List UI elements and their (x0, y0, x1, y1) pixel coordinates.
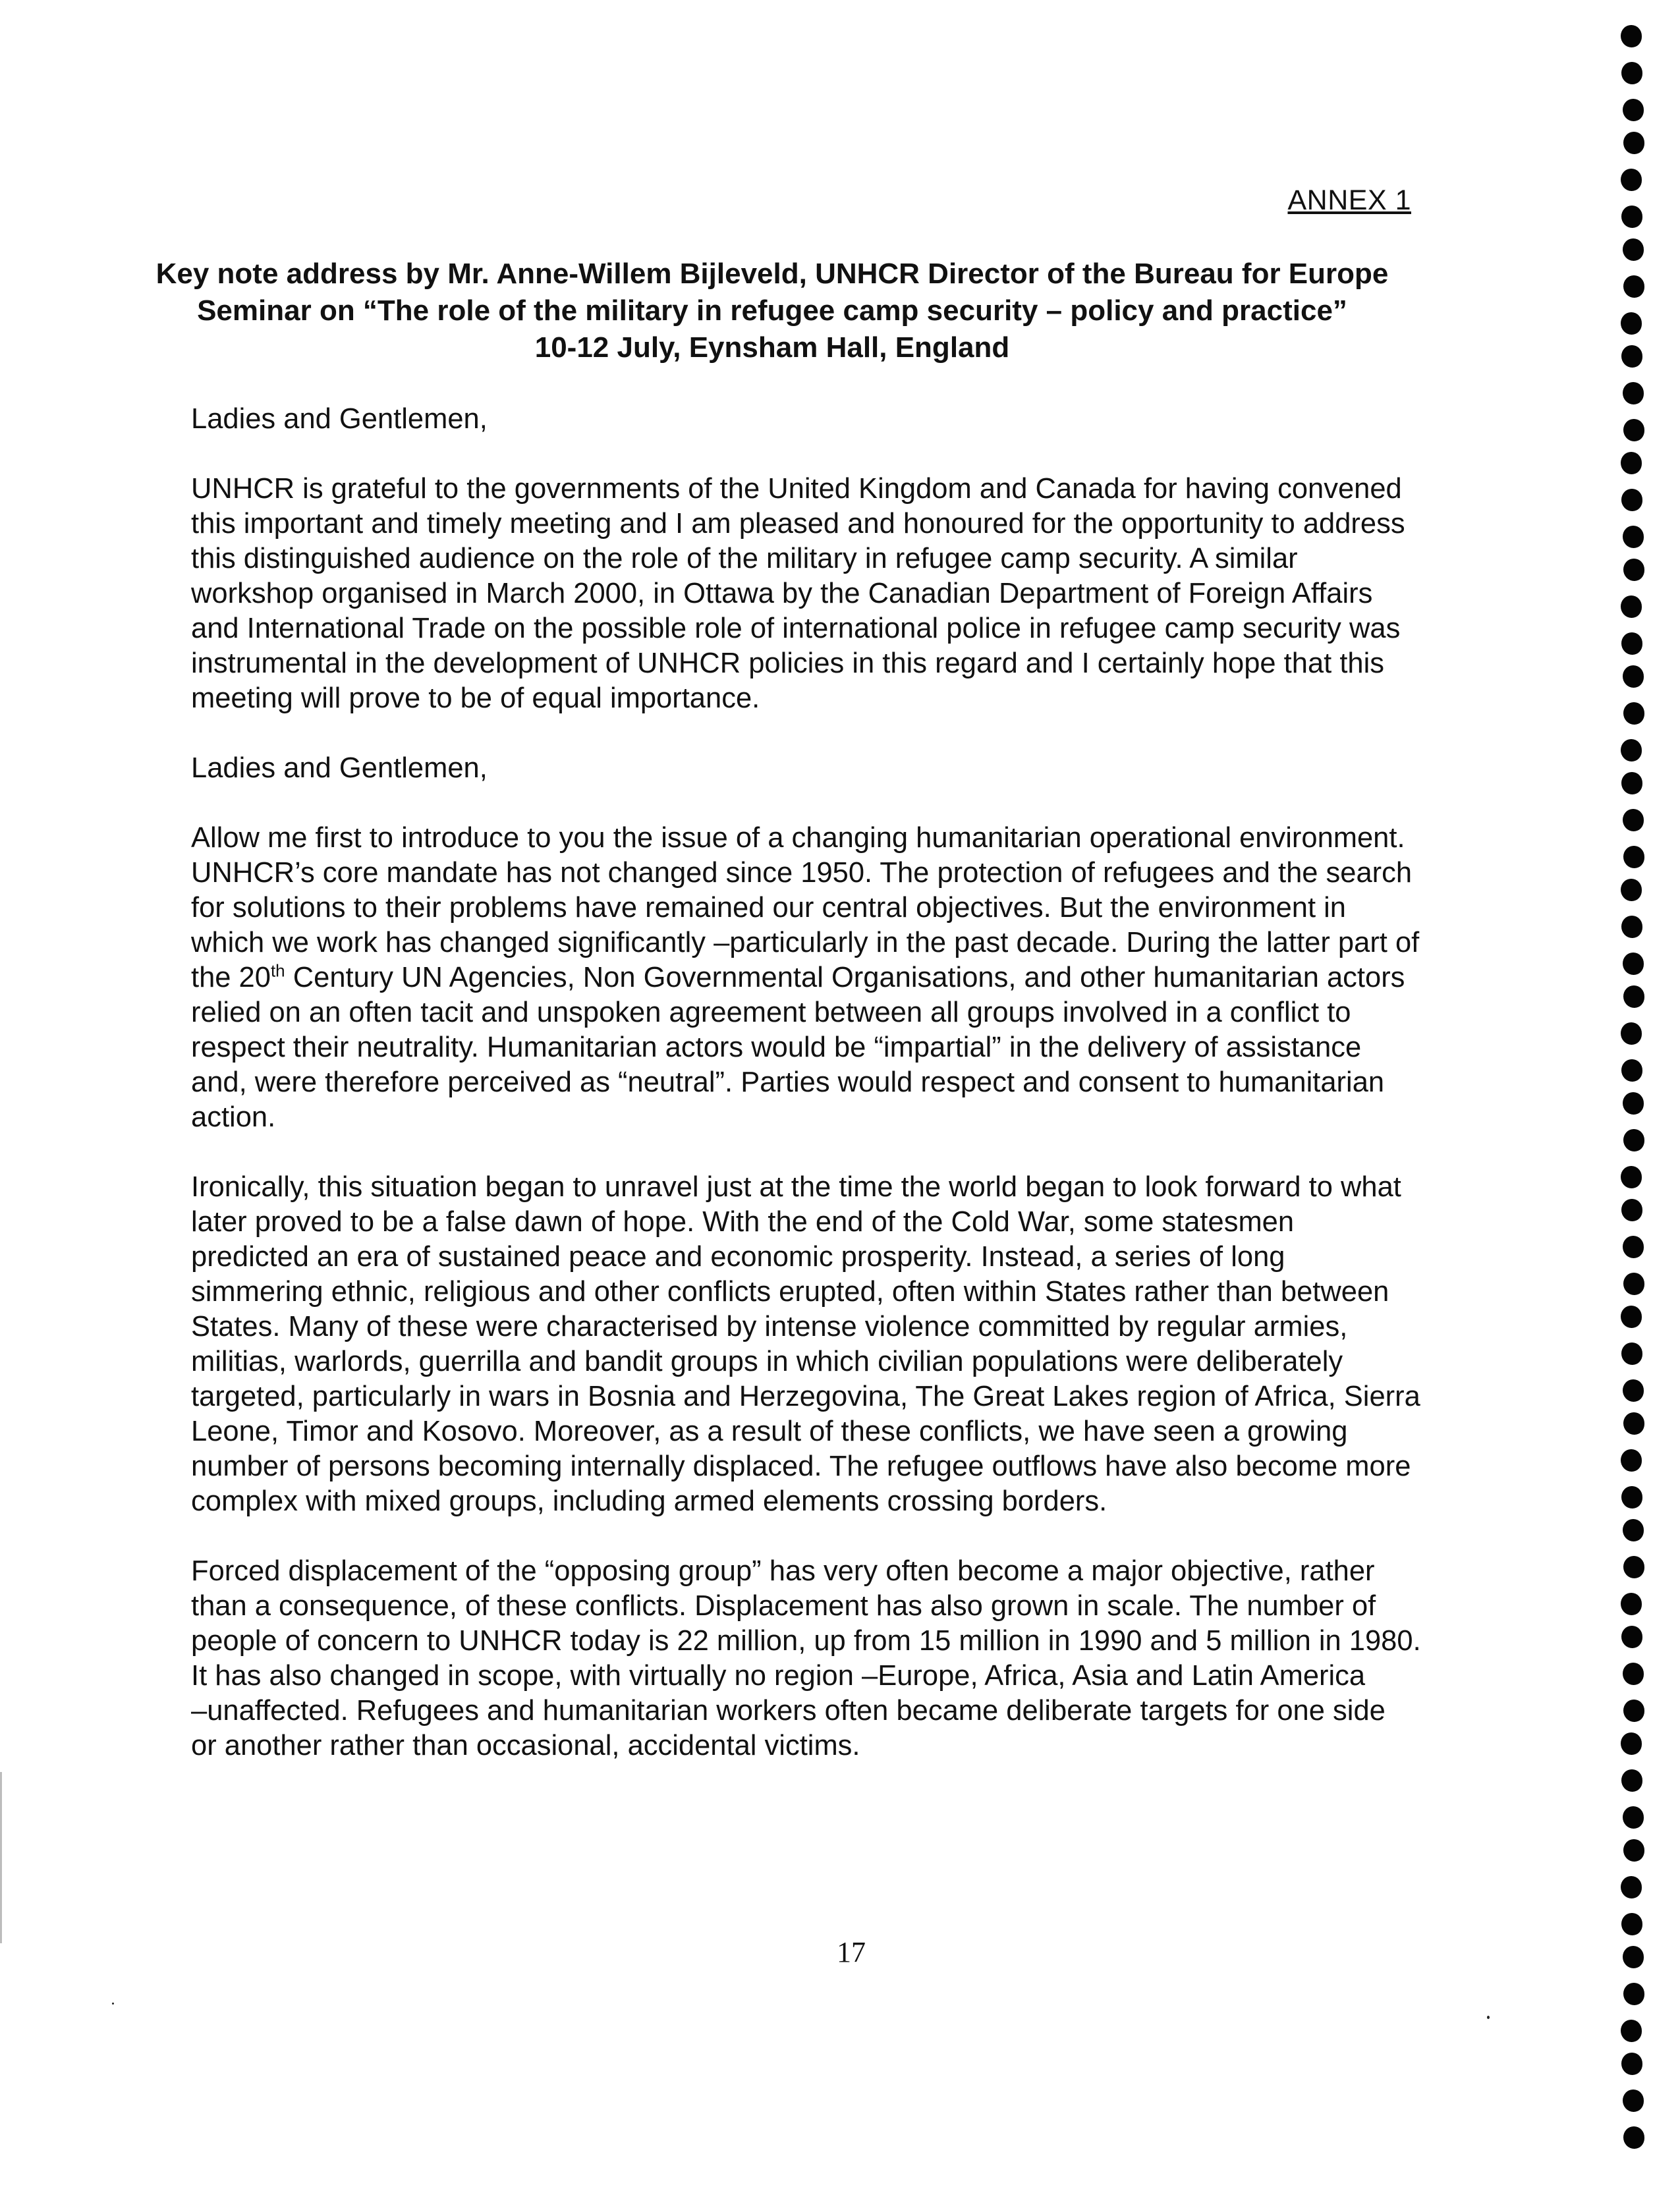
binding-hole (1621, 452, 1642, 474)
binding-hole (1623, 702, 1644, 725)
binding-hole (1623, 132, 1644, 154)
binding-hole (1623, 382, 1644, 404)
annex-label: ANNEX 1 (1287, 184, 1411, 216)
binding-hole (1623, 1700, 1644, 1722)
scan-speck (112, 2003, 114, 2005)
text-line: this distinguished audience on the role of the military in refugee camp security. A similar (191, 543, 1298, 574)
binding-hole (1621, 1199, 1642, 1221)
binding-hole (1623, 1839, 1644, 1862)
binding-hole (1623, 419, 1644, 441)
salutation: Ladies and Gentlemen, (191, 403, 488, 435)
binding-hole (1621, 1913, 1642, 1935)
superscript: th (270, 960, 285, 981)
binding-hole (1621, 1343, 1642, 1365)
paragraph (191, 1554, 1502, 1763)
text-line: action. (191, 1101, 276, 1133)
binding-hole (1623, 526, 1644, 548)
binding-hole (1621, 1732, 1642, 1755)
binding-hole (1621, 1486, 1642, 1509)
binding-hole (1623, 809, 1644, 831)
text-line: Ironically, this situation began to unravel just at the time the world began to look forward to what (191, 1171, 1401, 1203)
heading-line-seminar: Seminar on “The role of the military in refugee camp security – policy and practice” (197, 294, 1347, 327)
salutation: Ladies and Gentlemen, (191, 752, 488, 784)
paragraph (191, 472, 1502, 716)
text-line: and International Trade on the possible role of international police in refugee camp security was (191, 613, 1401, 644)
text-line: UNHCR’s core mandate has not changed since 1950. The protection of refugees and the search (191, 857, 1413, 889)
text-line: later proved to be a false dawn of hope. With the end of the Cold War, some statesmen (191, 1206, 1295, 1238)
binding-hole (1621, 916, 1642, 938)
binding-hole (1623, 1092, 1644, 1115)
binding-hole (1623, 2090, 1644, 2112)
binding-hole (1623, 1556, 1644, 1578)
binding-hole (1623, 1519, 1644, 1541)
text-line: Forced displacement of the “opposing group” has very often become a major objective, rather (191, 1555, 1375, 1587)
binding-hole (1621, 595, 1642, 618)
binding-hole (1621, 1306, 1642, 1328)
text-line: States. Many of these were characterised by intense violence committed by regular armies, (191, 1311, 1348, 1343)
document-body (191, 402, 1502, 1798)
document-heading (152, 256, 1393, 366)
page-number: 17 (837, 1936, 866, 1968)
text-line: complex with mixed groups, including armed elements crossing borders. (191, 1485, 1107, 1517)
scan-speck (1487, 2016, 1490, 2019)
text-segment: the 20 (191, 962, 271, 993)
text-line: instrumental in the development of UNHCR policies in this regard and I certainly hope that this (191, 648, 1385, 679)
binding-hole (1623, 1663, 1644, 1685)
paragraph (191, 821, 1502, 1135)
binding-hole (1623, 665, 1644, 688)
binding-hole (1621, 169, 1642, 191)
text-line (191, 962, 1405, 993)
binding-hole (1621, 772, 1642, 794)
binding-hole (1621, 1059, 1642, 1082)
binding-hole (1623, 275, 1644, 298)
binding-hole (1623, 985, 1644, 1008)
heading-line-title: Key note address by Mr. Anne-Willem Bijleveld, UNHCR Director of the Bureau for Europe (155, 258, 1389, 290)
binding-hole (1621, 345, 1642, 368)
binding-hole (1621, 1876, 1642, 1898)
binding-hole (1623, 238, 1644, 261)
binding-hole (1621, 1449, 1642, 1472)
binding-hole (1621, 312, 1642, 335)
binding-hole (1623, 1412, 1644, 1435)
binding-hole (1621, 206, 1642, 228)
scan-margin-line (0, 1772, 2, 1943)
binding-hole (1621, 1166, 1642, 1188)
binding-hole (1623, 953, 1644, 975)
binding-hole (1621, 632, 1642, 655)
binding-hole (1621, 1593, 1642, 1615)
text-line: relied on an often tacit and unspoken agreement between all groups involved in a conflict to (191, 997, 1351, 1028)
binding-hole (1623, 846, 1644, 868)
text-line: meeting will prove to be of equal importance. (191, 682, 760, 714)
binding-hole (1621, 489, 1642, 511)
text-line: Leone, Timor and Kosovo. Moreover, as a result of these conflicts, we have seen a growing (191, 1416, 1348, 1447)
text-line: than a consequence, of these conflicts. Displacement has also grown in scale. The number of (191, 1590, 1376, 1622)
binding-hole (1621, 879, 1642, 901)
text-line: –unaffected. Refugees and humanitarian workers often became deliberate targets for one side (191, 1695, 1386, 1727)
text-segment: Century UN Agencies, Non Governmental Organisations, and other humanitarian actors (285, 962, 1405, 993)
binding-hole (1621, 2020, 1642, 2042)
binding-holes-strip (1618, 26, 1647, 2187)
text-line: targeted, particularly in wars in Bosnia and Herzegovina, The Great Lakes region of Africa, Sierra (191, 1381, 1420, 1412)
binding-hole (1623, 1379, 1644, 1402)
text-line: UNHCR is grateful to the governments of the United Kingdom and Canada for having convened (191, 473, 1402, 505)
binding-hole (1623, 1236, 1644, 1258)
text-line: number of persons becoming internally displaced. The refugee outflows have also become more (191, 1451, 1411, 1482)
text-line: It has also changed in scope, with virtually no region –Europe, Africa, Asia and Latin America (191, 1660, 1366, 1692)
text-line: this important and timely meeting and I am pleased and honoured for the opportunity to address (191, 508, 1405, 540)
text-line: people of concern to UNHCR today is 22 million, up from 15 million in 1990 and 5 million in 1980. (191, 1625, 1421, 1657)
text-line: and, were therefore perceived as “neutral”. Parties would respect and consent to humanitarian (191, 1066, 1385, 1098)
text-line: workshop organised in March 2000, in Ottawa by the Canadian Department of Foreign Affairs (191, 578, 1373, 609)
binding-hole (1623, 2126, 1644, 2149)
binding-hole (1623, 559, 1644, 581)
binding-hole (1621, 1769, 1642, 1792)
binding-hole (1623, 99, 1644, 121)
binding-hole (1621, 1022, 1642, 1045)
binding-hole (1623, 1129, 1644, 1151)
text-line: militias, warlords, guerrilla and bandit groups in which civilian populations were deliberately (191, 1346, 1343, 1377)
text-line: respect their neutrality. Humanitarian actors would be “impartial” in the delivery of assistance (191, 1032, 1362, 1063)
text-line: simmering ethnic, religious and other conflicts erupted, often within States rather than between (191, 1276, 1389, 1308)
text-line: for solutions to their problems have remained our central objectives. But the environment in (191, 892, 1346, 924)
binding-hole (1621, 739, 1642, 761)
text-line: or another rather than occasional, accidental victims. (191, 1730, 860, 1761)
heading-line-date-place: 10-12 July, Eynsham Hall, England (534, 331, 1010, 364)
binding-hole (1621, 2053, 1642, 2075)
binding-hole (1623, 1946, 1644, 1968)
binding-hole (1621, 62, 1642, 84)
binding-hole (1623, 1273, 1644, 1295)
binding-hole (1621, 1626, 1642, 1648)
text-line: which we work has changed significantly –particularly in the past decade. During the latter part of (191, 927, 1420, 958)
binding-hole (1623, 1806, 1644, 1829)
text-line: Allow me first to introduce to you the issue of a changing humanitarian operational environment. (191, 822, 1405, 854)
binding-hole (1621, 25, 1642, 47)
binding-hole (1623, 1983, 1644, 2005)
text-line: predicted an era of sustained peace and economic prosperity. Instead, a series of long (191, 1241, 1285, 1273)
paragraph (191, 1170, 1502, 1519)
